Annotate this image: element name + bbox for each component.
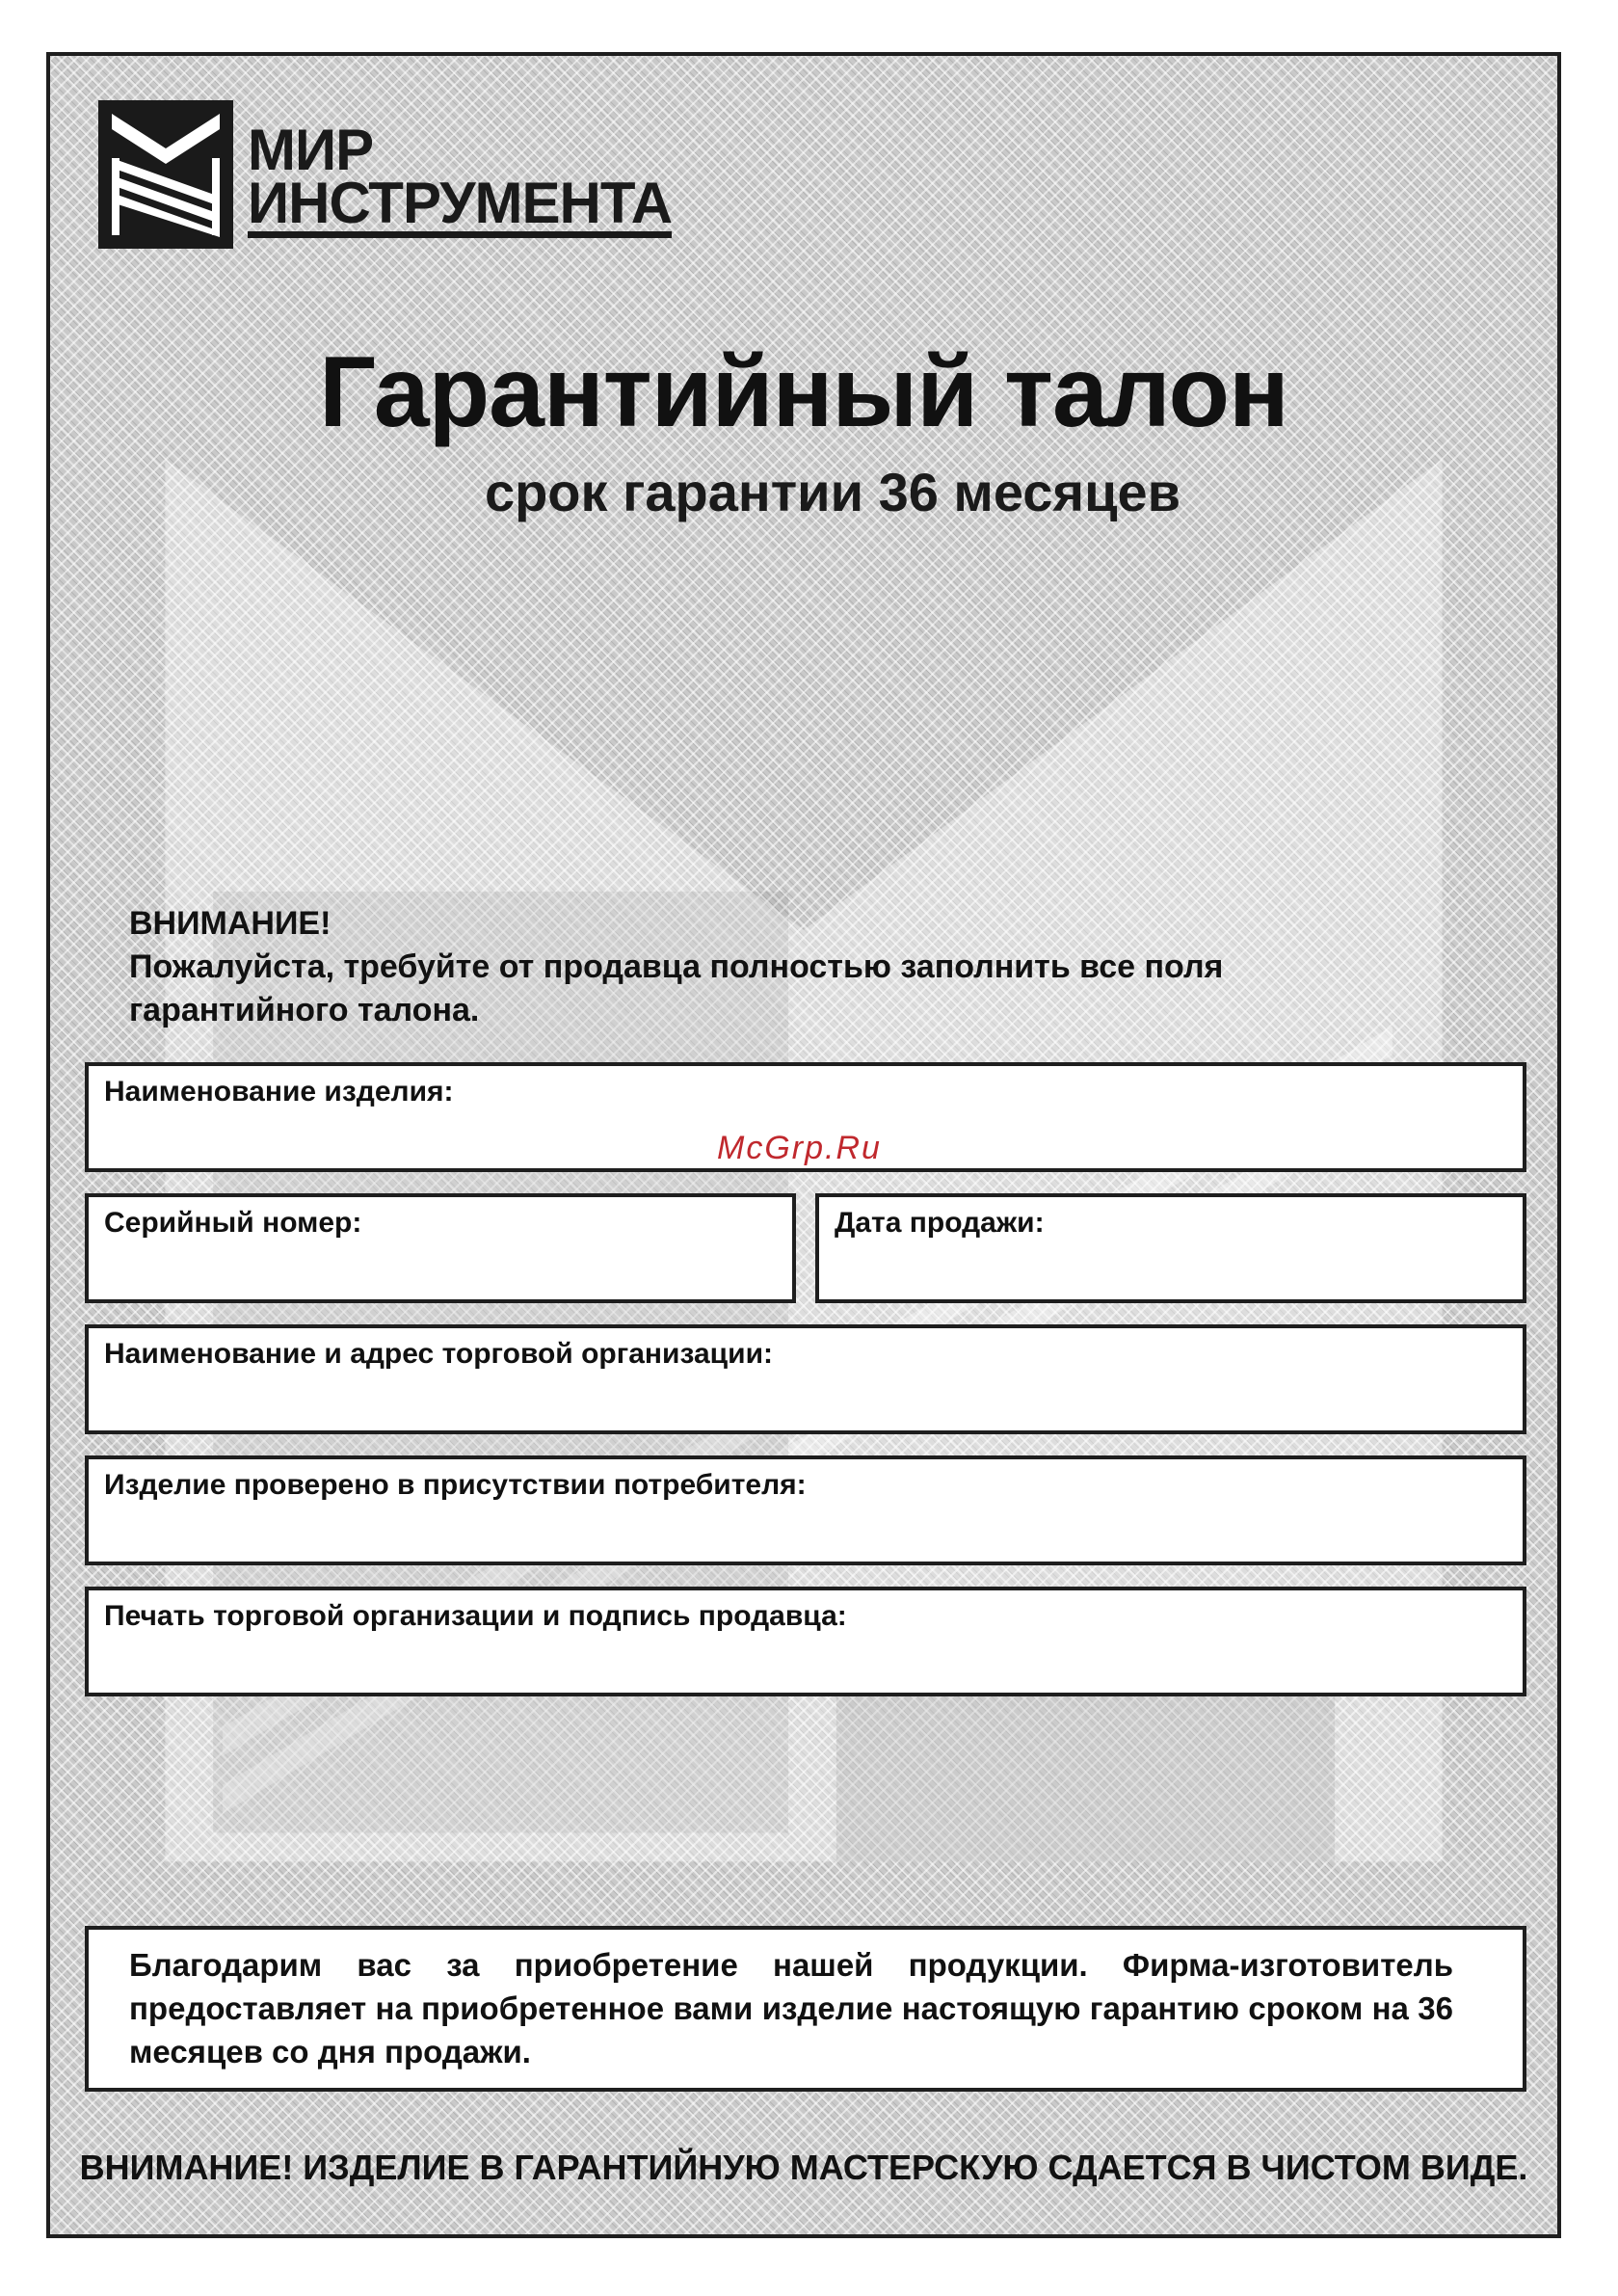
sale-date-label: Дата продажи: — [835, 1207, 1045, 1239]
brand-name — [248, 118, 673, 238]
notice-line-1: Пожалуйста, требуйте от продавца полностью заполнить все поля — [129, 948, 1224, 985]
page-subtitle: срок гарантии 36 месяцев — [484, 462, 1181, 522]
store-name-address-label: Наименование и адрес торговой организации: — [104, 1338, 773, 1370]
brand-logo-icon — [98, 100, 233, 249]
footer-warning: ВНИМАНИЕ! ИЗДЕЛИЕ В ГАРАНТИЙНУЮ МАСТЕРСКУЮ СДАЕТСЯ В ЧИСТОМ ВИДЕ. — [79, 2148, 1528, 2187]
page-title: Гарантийный талон — [319, 336, 1288, 448]
sale-date-field[interactable] — [815, 1193, 1526, 1303]
attention-notice — [129, 902, 1223, 1032]
serial-number-label: Серийный номер: — [104, 1207, 362, 1239]
notice-heading: ВНИМАНИЕ! — [129, 905, 332, 942]
checked-in-presence-label: Изделие проверено в присутствии потребителя: — [104, 1469, 807, 1501]
notice-line-2: гарантийного талона. — [129, 992, 480, 1028]
store-name-address-field[interactable] — [85, 1324, 1526, 1434]
brand-name-line2: ИНСТРУМЕНТА — [248, 176, 672, 238]
product-name-label: Наименование изделия: — [104, 1076, 454, 1108]
thanks-message: Благодарим вас за приобретение нашей продукции. Фирма-изготовитель предоставляет на приобретенное вами изделие настоящую гарантию сроком на 36 месяцев со дня продажи. — [85, 1926, 1526, 2092]
watermark-text: McGrp.Ru — [717, 1130, 882, 1166]
checked-in-presence-field[interactable] — [85, 1455, 1526, 1565]
serial-number-field[interactable] — [85, 1193, 796, 1303]
brand-name-line1: МИР — [248, 118, 374, 182]
stamp-signature-label: Печать торговой организации и подпись продавца: — [104, 1600, 847, 1632]
stamp-signature-field[interactable] — [85, 1587, 1526, 1696]
warranty-card — [46, 52, 1561, 2238]
